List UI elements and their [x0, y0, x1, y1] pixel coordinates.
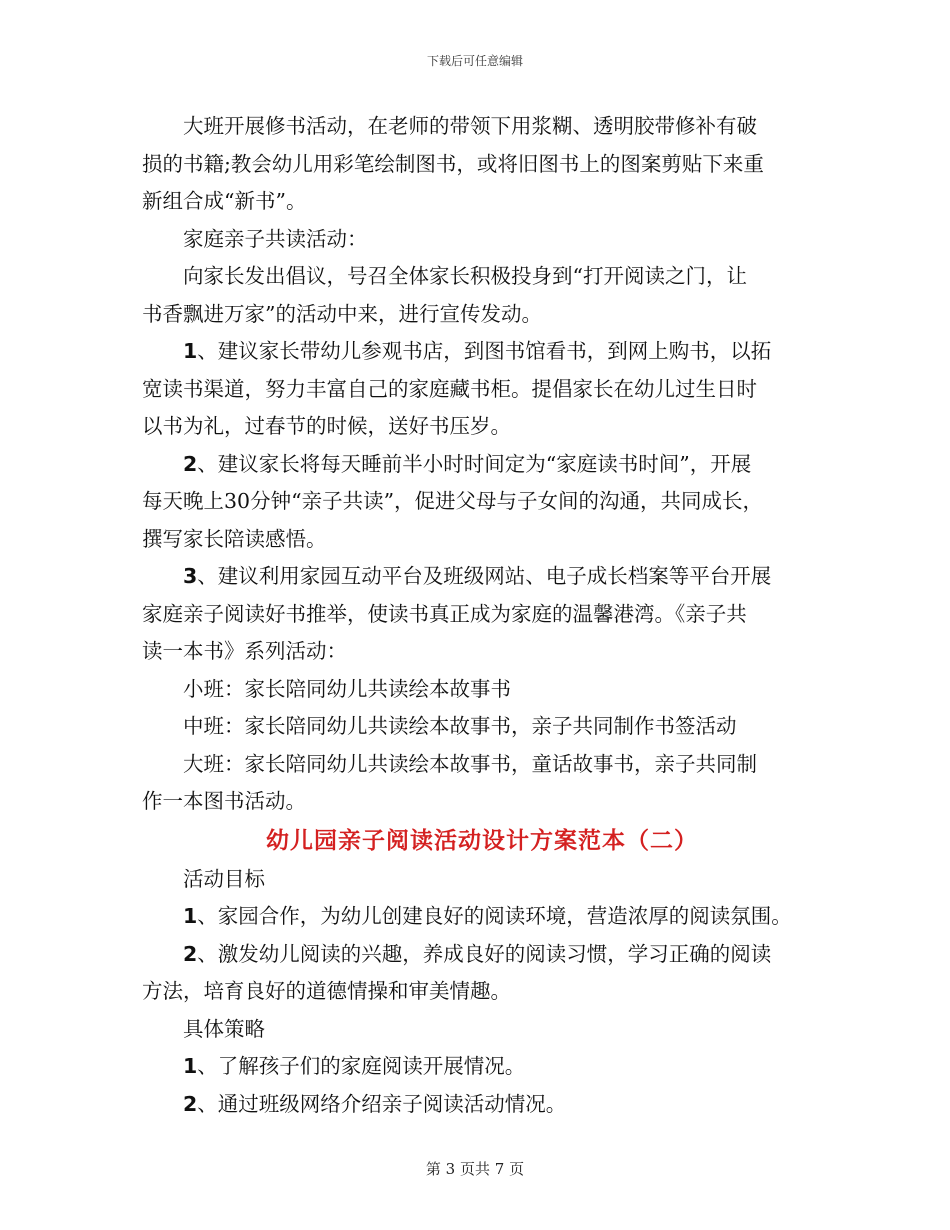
paragraph-line: [142, 861, 822, 899]
page-footer: 第 3 页共 7 页: [425, 1160, 525, 1178]
paragraph-line: [142, 973, 822, 1011]
line-text: 、了解孩子们的家庭阅读开展情况。: [197, 1054, 526, 1078]
paragraph-line: [142, 708, 822, 746]
line-text: 、家园合作，为幼儿创建良好的阅读环境，营造浓厚的阅读氛围。: [197, 904, 792, 928]
line-text: 书香飘进万家”的活动中来，进行宣传发动。: [142, 301, 542, 326]
line-text: 向家长发出倡议，号召全体家长积极投身到“打开阅读之门，让: [183, 264, 747, 288]
line-text: 、建议家长将每天睡前半小时时间定为“家庭读书时间”，开展: [197, 451, 752, 476]
line-text: 损的书籍;教会幼儿用彩笔绘制图书，或将旧图书上的图案剪贴下来重: [142, 151, 764, 176]
paragraph-line: [142, 936, 822, 974]
item-number: 1: [183, 339, 198, 363]
paragraph-line: [142, 783, 822, 821]
line-text: 以书为礼，过春节的时候，送好书压岁。: [142, 414, 511, 438]
line-text: 具体策略: [183, 1016, 265, 1041]
item-number: 2: [183, 1091, 198, 1116]
line-text: 中班：家长陪同幼儿共读绘本故事书，亲子共同制作书签活动: [183, 714, 737, 738]
paragraph-line: [142, 596, 822, 634]
line-text: 宽读书渠道，努力丰富自己的家庭藏书柜。提倡家长在幼儿过生日时: [142, 376, 757, 401]
line-text: 活动目标: [183, 866, 265, 891]
line-text: 家庭亲子共读活动：: [183, 226, 368, 251]
document-body: [142, 108, 822, 1123]
line-text: 方法，培育良好的道德情操和审美情趣。: [142, 979, 511, 1003]
paragraph-line: [142, 221, 822, 259]
paragraph-line: [142, 371, 822, 409]
line-text: 、建议家长带幼儿参观书店，到图书馆看书，到网上购书，以拓: [197, 339, 772, 363]
line-text: 家庭亲子阅读好书推举，使读书真正成为家庭的温馨港湾。《亲子共: [142, 601, 747, 626]
paragraph-line: [142, 1048, 822, 1086]
paragraph-line: [142, 633, 822, 671]
line-text: 新组合成“新书”。: [142, 189, 307, 213]
paragraph-line: [142, 558, 822, 596]
item-number: 1: [183, 1054, 198, 1078]
line-text: 大班：家长陪同幼儿共读绘本故事书，童话故事书，亲子共同制: [183, 751, 757, 776]
line-text: 撰写家长陪读感悟。: [142, 526, 327, 551]
line-text: 、通过班级网络介绍亲子阅读活动情况。: [197, 1091, 567, 1116]
item-number: 2: [183, 451, 198, 476]
item-number: 1: [183, 904, 198, 928]
paragraph-line: [142, 333, 822, 371]
line-text: 读一本书》系列活动：: [142, 639, 347, 663]
page-header: 下载后可任意编辑: [426, 54, 523, 68]
line-text: 、建议利用家园互动平台及班级网站、电子成长档案等平台开展: [197, 564, 772, 588]
paragraph-line: [142, 258, 822, 296]
paragraph-line: [142, 296, 822, 334]
paragraph-line: [142, 671, 822, 709]
paragraph-line: [142, 108, 822, 146]
line-text: 作一本图书活动。: [142, 789, 306, 813]
paragraph-line: [142, 1086, 822, 1124]
line-text: 、激发幼儿阅读的兴趣，养成良好的阅读习惯，学习正确的阅读: [197, 941, 772, 966]
line-text: 大班开展修书活动，在老师的带领下用浆糊、透明胶带修补有破: [183, 114, 757, 138]
section-title: 幼儿园亲子阅读活动设计方案范本（二）: [266, 826, 698, 854]
paragraph-line: [142, 408, 822, 446]
section-one: [142, 108, 822, 821]
paragraph-line: [142, 146, 822, 184]
paragraph-line: [142, 521, 822, 559]
line-text: 小班：家长陪同幼儿共读绘本故事书: [183, 676, 511, 701]
paragraph-line: [142, 183, 822, 221]
paragraph-line: [142, 746, 822, 784]
paragraph-line: [142, 446, 822, 484]
line-text: 每天晚上30分钟“亲子共读”，促进父母与子女间的沟通，共同成长，: [142, 489, 764, 513]
item-number: 3: [183, 564, 198, 588]
paragraph-line: [142, 483, 822, 521]
paragraph-line: [142, 1011, 822, 1049]
paragraph-line: [142, 898, 822, 936]
item-number: 2: [183, 941, 198, 966]
section-two: [142, 861, 822, 1124]
